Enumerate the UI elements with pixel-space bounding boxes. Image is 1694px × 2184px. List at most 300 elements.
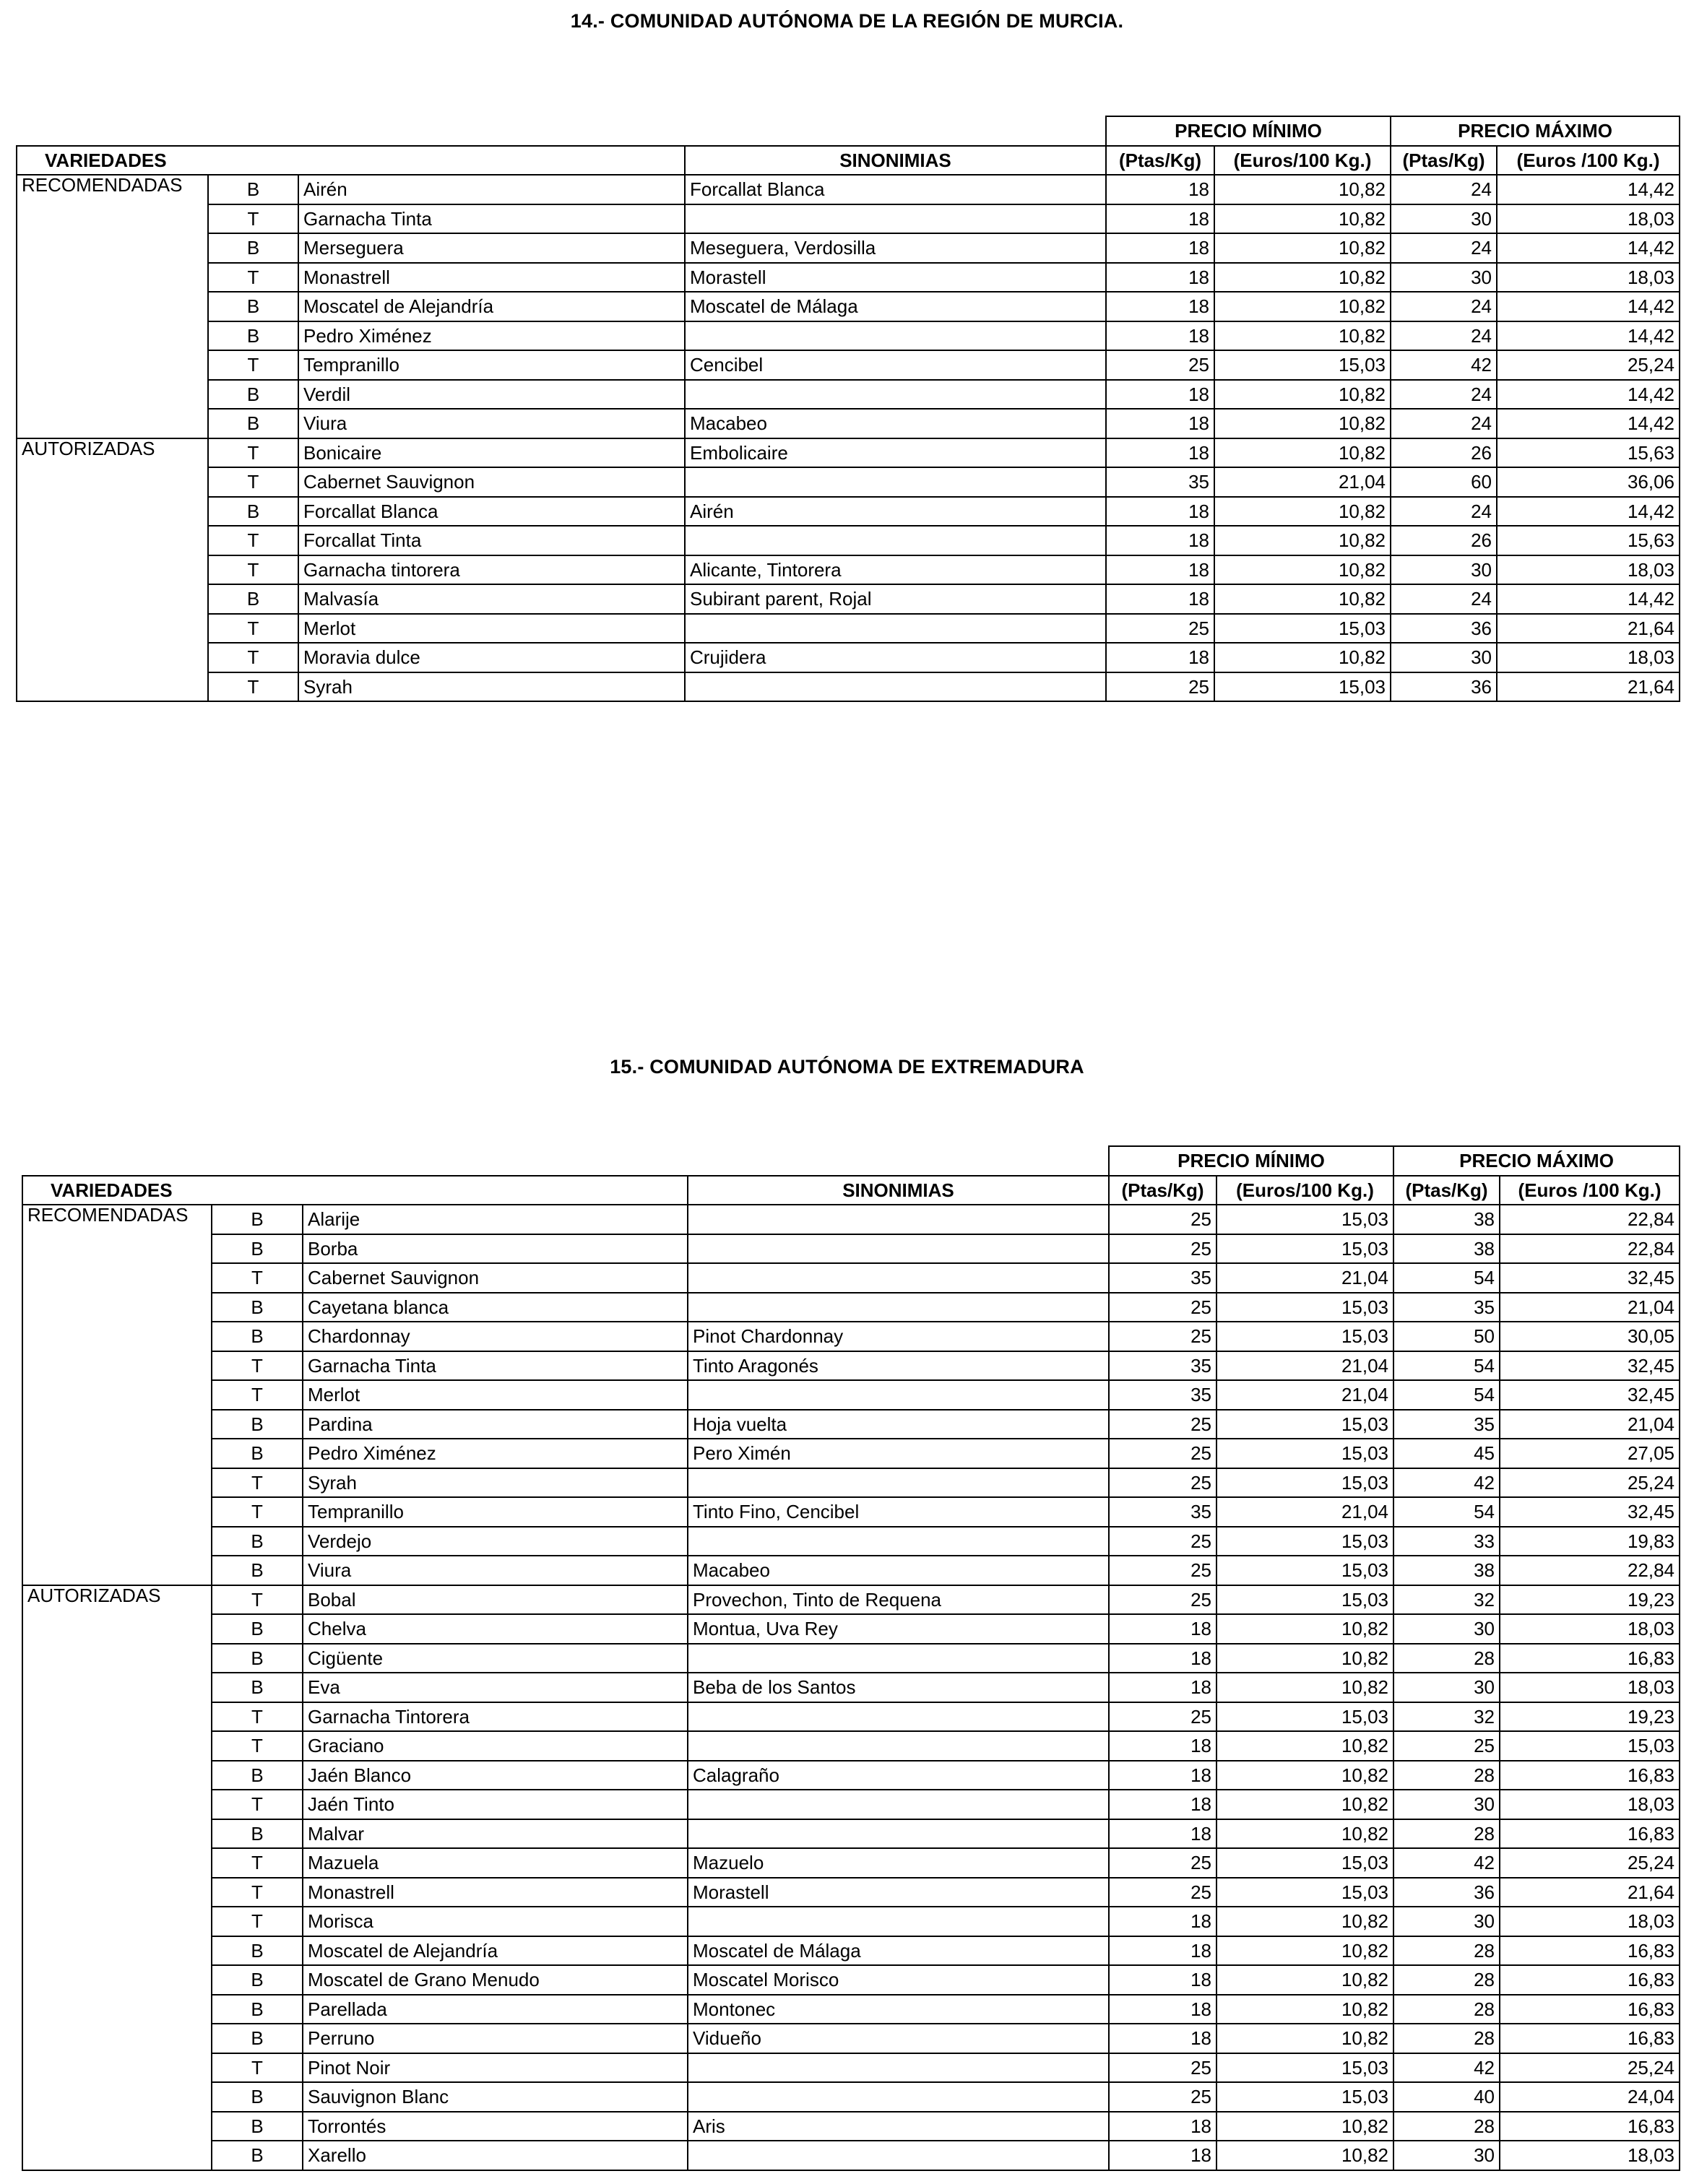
ptas-min-cell: 35 [1109, 1263, 1217, 1293]
table-row [22, 1263, 1680, 1293]
euros-min-cell: 10,82 [1214, 526, 1391, 555]
color-type-cell: T [212, 1263, 303, 1293]
color-type-cell: T [212, 1585, 303, 1615]
synonym-cell [688, 2053, 1109, 2083]
ptas-min-cell: 18 [1109, 1731, 1217, 1761]
euros-max-cell: 24,04 [1500, 2082, 1680, 2112]
euros-max-cell: 30,05 [1500, 1322, 1680, 1351]
variety-name-cell: Merlot [298, 614, 685, 644]
synonym-cell: Montonec [688, 1995, 1109, 2024]
color-type-cell: B [212, 2141, 303, 2170]
color-type-cell: B [208, 584, 298, 614]
euros-min-cell: 21,04 [1214, 467, 1391, 497]
color-type-cell: B [212, 1673, 303, 1702]
variety-name-cell: Malvar [303, 1819, 688, 1849]
color-type-cell: T [208, 350, 298, 380]
ptas-min-cell: 18 [1106, 233, 1214, 263]
euros-max-cell: 18,03 [1497, 263, 1680, 292]
variety-name-cell: Sauvignon Blanc [303, 2082, 688, 2112]
color-type-cell: T [212, 1497, 303, 1527]
ptas-max-cell: 54 [1393, 1351, 1500, 1381]
ptas-max-cell: 30 [1391, 263, 1497, 292]
table-row [22, 1702, 1680, 1732]
variety-name-cell: Jaén Blanco [303, 1761, 688, 1790]
euros-max-header: (Euros /100 Kg.) [1500, 1176, 1680, 1205]
color-type-cell: B [212, 1965, 303, 1995]
ptas-min-cell: 25 [1106, 614, 1214, 644]
table-row [22, 1322, 1680, 1351]
euros-max-header: (Euros /100 Kg.) [1497, 146, 1680, 176]
euros-max-cell: 21,64 [1497, 672, 1680, 702]
table-row [22, 1878, 1680, 1907]
variety-name-cell: Merlot [303, 1380, 688, 1410]
group-label: RECOMENDADAS [22, 1205, 212, 1585]
euros-min-cell: 10,82 [1214, 643, 1391, 672]
section-15-table [22, 1145, 1680, 2171]
color-type-cell: B [208, 233, 298, 263]
ptas-max-cell: 60 [1391, 467, 1497, 497]
table-row [22, 1585, 1680, 1615]
synonym-cell: Cencibel [685, 350, 1106, 380]
table-row [17, 584, 1680, 614]
ptas-min-cell: 18 [1109, 1936, 1217, 1966]
euros-max-cell: 16,83 [1500, 2024, 1680, 2053]
color-type-cell: T [212, 1731, 303, 1761]
table-row [17, 380, 1680, 410]
synonym-cell [688, 1819, 1109, 1849]
synonym-cell [688, 1702, 1109, 1732]
ptas-max-cell: 35 [1393, 1410, 1500, 1439]
euros-min-cell: 10,82 [1214, 263, 1391, 292]
ptas-max-cell: 30 [1393, 1907, 1500, 1936]
table-row [17, 321, 1680, 351]
precio-minimo-header: PRECIO MÍNIMO [1106, 116, 1391, 146]
color-type-cell: T [208, 204, 298, 234]
euros-max-cell: 14,42 [1497, 175, 1680, 204]
euros-min-cell: 15,03 [1217, 1293, 1393, 1322]
color-type-cell: T [212, 1351, 303, 1381]
euros-min-cell: 10,82 [1214, 292, 1391, 321]
ptas-min-cell: 25 [1106, 672, 1214, 702]
euros-max-cell: 18,03 [1500, 1790, 1680, 1819]
ptas-max-cell: 28 [1393, 1819, 1500, 1849]
euros-max-cell: 22,84 [1500, 1556, 1680, 1585]
variety-name-cell: Pinot Noir [303, 2053, 688, 2083]
ptas-max-cell: 30 [1393, 1614, 1500, 1644]
euros-min-cell: 10,82 [1217, 2112, 1393, 2141]
euros-max-cell: 18,03 [1500, 1673, 1680, 1702]
euros-max-cell: 19,23 [1500, 1585, 1680, 1615]
euros-max-cell: 16,83 [1500, 1995, 1680, 2024]
euros-max-cell: 16,83 [1500, 1936, 1680, 1966]
variedades-header: VARIEDADES [17, 146, 685, 176]
euros-min-cell: 10,82 [1217, 1995, 1393, 2024]
header-row-columns [22, 1176, 1680, 1205]
synonym-cell: Hoja vuelta [688, 1410, 1109, 1439]
variety-name-cell: Parellada [303, 1995, 688, 2024]
euros-max-cell: 36,06 [1497, 467, 1680, 497]
variety-name-cell: Pedro Ximénez [298, 321, 685, 351]
table-row [22, 1790, 1680, 1819]
euros-min-cell: 10,82 [1214, 555, 1391, 585]
synonym-cell [685, 672, 1106, 702]
variety-name-cell: Malvasía [298, 584, 685, 614]
ptas-max-cell: 38 [1393, 1205, 1500, 1234]
table-row [22, 1819, 1680, 1849]
synonym-cell: Macabeo [688, 1556, 1109, 1585]
ptas-max-cell: 24 [1391, 233, 1497, 263]
ptas-max-cell: 24 [1391, 497, 1497, 526]
ptas-min-cell: 35 [1109, 1497, 1217, 1527]
ptas-max-cell: 24 [1391, 321, 1497, 351]
euros-max-cell: 14,42 [1497, 380, 1680, 410]
precio-maximo-header: PRECIO MÁXIMO [1393, 1146, 1680, 1176]
table-row [17, 204, 1680, 234]
synonym-cell: Aris [688, 2112, 1109, 2141]
table-row [22, 1234, 1680, 1264]
synonym-cell: Provechon, Tinto de Requena [688, 1585, 1109, 1615]
euros-max-cell: 15,03 [1500, 1731, 1680, 1761]
euros-max-cell: 21,04 [1500, 1293, 1680, 1322]
euros-min-cell: 10,82 [1214, 409, 1391, 438]
euros-min-cell: 15,03 [1217, 1585, 1393, 1615]
ptas-max-cell: 28 [1393, 2112, 1500, 2141]
ptas-max-cell: 26 [1391, 526, 1497, 555]
ptas-max-cell: 30 [1391, 643, 1497, 672]
ptas-max-cell: 30 [1391, 555, 1497, 585]
table-row [22, 1995, 1680, 2024]
table-row [17, 292, 1680, 321]
synonym-cell: Mazuelo [688, 1848, 1109, 1878]
euros-min-cell: 10,82 [1214, 584, 1391, 614]
variety-name-cell: Graciano [303, 1731, 688, 1761]
color-type-cell: T [208, 643, 298, 672]
color-type-cell: B [212, 1293, 303, 1322]
ptas-max-cell: 42 [1393, 1468, 1500, 1498]
table-row [22, 1351, 1680, 1381]
euros-max-cell: 15,63 [1497, 438, 1680, 468]
ptas-max-cell: 54 [1393, 1263, 1500, 1293]
table-row [22, 1965, 1680, 1995]
ptas-max-cell: 28 [1393, 1965, 1500, 1995]
ptas-max-cell: 45 [1393, 1439, 1500, 1468]
variety-name-cell: Tempranillo [298, 350, 685, 380]
ptas-min-cell: 18 [1106, 438, 1214, 468]
euros-min-cell: 15,03 [1217, 2053, 1393, 2083]
table-row [22, 1439, 1680, 1468]
euros-max-cell: 32,45 [1500, 1497, 1680, 1527]
ptas-max-cell: 30 [1393, 1790, 1500, 1819]
color-type-cell: B [212, 1322, 303, 1351]
synonym-cell [688, 1380, 1109, 1410]
synonym-cell: Alicante, Tintorera [685, 555, 1106, 585]
euros-min-cell: 15,03 [1217, 1556, 1393, 1585]
color-type-cell: B [212, 1439, 303, 1468]
ptas-min-cell: 18 [1106, 380, 1214, 410]
synonym-cell [688, 1907, 1109, 1936]
table-row [22, 1673, 1680, 1702]
synonym-cell: Moscatel Morisco [688, 1965, 1109, 1995]
ptas-max-cell: 28 [1393, 1644, 1500, 1673]
variety-name-cell: Verdil [298, 380, 685, 410]
euros-max-cell: 25,24 [1500, 2053, 1680, 2083]
euros-max-cell: 25,24 [1500, 1468, 1680, 1498]
variety-name-cell: Garnacha Tinta [298, 204, 685, 234]
table-row [22, 1907, 1680, 1936]
table-row [22, 2053, 1680, 2083]
color-type-cell: T [212, 1468, 303, 1498]
group-label: AUTORIZADAS [22, 1585, 212, 2170]
euros-min-cell: 21,04 [1217, 1263, 1393, 1293]
color-type-cell: B [212, 1205, 303, 1234]
color-type-cell: T [212, 1702, 303, 1732]
synonym-cell [688, 1731, 1109, 1761]
synonym-cell: Montua, Uva Rey [688, 1614, 1109, 1644]
ptas-min-cell: 18 [1106, 497, 1214, 526]
variety-name-cell: Moscatel de Alejandría [303, 1936, 688, 1966]
ptas-min-cell: 25 [1109, 1878, 1217, 1907]
synonym-cell: Macabeo [685, 409, 1106, 438]
color-type-cell: T [212, 2053, 303, 2083]
ptas-max-cell: 28 [1393, 1995, 1500, 2024]
synonym-cell: Meseguera, Verdosilla [685, 233, 1106, 263]
table-row [22, 1527, 1680, 1556]
synonym-cell [688, 1527, 1109, 1556]
table-row [22, 1410, 1680, 1439]
synonym-cell: Moscatel de Málaga [688, 1936, 1109, 1966]
synonym-cell: Embolicaire [685, 438, 1106, 468]
table-row [22, 1761, 1680, 1790]
group-label: RECOMENDADAS [17, 175, 208, 438]
euros-max-cell: 21,64 [1500, 1878, 1680, 1907]
euros-min-cell: 15,03 [1217, 1702, 1393, 1732]
ptas-min-cell: 18 [1109, 1995, 1217, 2024]
table-row [22, 1497, 1680, 1527]
ptas-max-header: (Ptas/Kg) [1393, 1176, 1500, 1205]
table-row [17, 467, 1680, 497]
ptas-min-cell: 18 [1106, 292, 1214, 321]
synonym-cell: Tinto Fino, Cencibel [688, 1497, 1109, 1527]
euros-min-cell: 10,82 [1214, 321, 1391, 351]
euros-min-cell: 15,03 [1217, 1439, 1393, 1468]
section-14-body [17, 175, 1680, 701]
ptas-min-header: (Ptas/Kg) [1106, 146, 1214, 176]
color-type-cell: T [208, 672, 298, 702]
ptas-max-cell: 30 [1393, 2141, 1500, 2170]
color-type-cell: T [208, 614, 298, 644]
euros-max-cell: 32,45 [1500, 1351, 1680, 1381]
ptas-max-cell: 24 [1391, 380, 1497, 410]
euros-min-cell: 21,04 [1217, 1380, 1393, 1410]
color-type-cell: B [208, 380, 298, 410]
variety-name-cell: Perruno [303, 2024, 688, 2053]
ptas-min-cell: 18 [1109, 1614, 1217, 1644]
ptas-max-cell: 24 [1391, 292, 1497, 321]
synonym-cell [688, 1644, 1109, 1673]
variety-name-cell: Forcallat Blanca [298, 497, 685, 526]
synonym-cell: Forcallat Blanca [685, 175, 1106, 204]
table-row [22, 1556, 1680, 1585]
color-type-cell: B [212, 1819, 303, 1849]
euros-min-cell: 10,82 [1217, 1614, 1393, 1644]
variety-name-cell: Garnacha Tintorera [303, 1702, 688, 1732]
variety-name-cell: Cabernet Sauvignon [298, 467, 685, 497]
euros-max-cell: 18,03 [1497, 204, 1680, 234]
color-type-cell: B [212, 2112, 303, 2141]
synonym-cell [688, 1468, 1109, 1498]
euros-max-cell: 16,83 [1500, 1761, 1680, 1790]
euros-min-cell: 10,82 [1217, 2141, 1393, 2170]
variety-name-cell: Syrah [298, 672, 685, 702]
synonym-cell [688, 1293, 1109, 1322]
variety-name-cell: Forcallat Tinta [298, 526, 685, 555]
euros-max-cell: 18,03 [1500, 1614, 1680, 1644]
variety-name-cell: Alarije [303, 1205, 688, 1234]
synonym-cell: Crujidera [685, 643, 1106, 672]
euros-max-cell: 16,83 [1500, 2112, 1680, 2141]
ptas-max-cell: 42 [1393, 1848, 1500, 1878]
ptas-min-cell: 25 [1109, 1205, 1217, 1234]
ptas-min-cell: 18 [1106, 409, 1214, 438]
color-type-cell: B [212, 1410, 303, 1439]
ptas-max-cell: 36 [1393, 1878, 1500, 1907]
table-row [22, 2082, 1680, 2112]
synonym-cell [688, 1205, 1109, 1234]
ptas-min-cell: 25 [1109, 1848, 1217, 1878]
table-row [22, 1936, 1680, 1966]
ptas-min-cell: 25 [1109, 1556, 1217, 1585]
variety-name-cell: Viura [303, 1556, 688, 1585]
euros-min-cell: 10,82 [1217, 1936, 1393, 1966]
table-row [17, 438, 1680, 468]
variety-name-cell: Bobal [303, 1585, 688, 1615]
euros-min-cell: 10,82 [1214, 204, 1391, 234]
variety-name-cell: Verdejo [303, 1527, 688, 1556]
ptas-min-cell: 18 [1109, 1907, 1217, 1936]
euros-max-cell: 18,03 [1497, 643, 1680, 672]
color-type-cell: B [212, 1995, 303, 2024]
synonym-cell: Calagraño [688, 1761, 1109, 1790]
variety-name-cell: Chardonnay [303, 1322, 688, 1351]
variety-name-cell: Garnacha tintorera [298, 555, 685, 585]
color-type-cell: B [208, 321, 298, 351]
ptas-min-cell: 25 [1109, 1439, 1217, 1468]
euros-max-cell: 19,83 [1500, 1527, 1680, 1556]
euros-min-cell: 21,04 [1217, 1351, 1393, 1381]
table-row [17, 350, 1680, 380]
euros-min-cell: 15,03 [1217, 1322, 1393, 1351]
euros-min-cell: 10,82 [1217, 2024, 1393, 2053]
euros-min-cell: 15,03 [1217, 1848, 1393, 1878]
euros-min-cell: 15,03 [1214, 672, 1391, 702]
section-15-body [22, 1205, 1680, 2170]
ptas-max-cell: 30 [1391, 204, 1497, 234]
euros-max-cell: 16,83 [1500, 1965, 1680, 1995]
table-row [22, 1468, 1680, 1498]
color-type-cell: B [212, 1556, 303, 1585]
ptas-min-cell: 35 [1106, 467, 1214, 497]
synonym-cell [685, 467, 1106, 497]
ptas-max-cell: 36 [1391, 614, 1497, 644]
euros-min-cell: 10,82 [1217, 1907, 1393, 1936]
ptas-min-cell: 18 [1106, 584, 1214, 614]
color-type-cell: T [212, 1848, 303, 1878]
ptas-max-cell: 25 [1393, 1731, 1500, 1761]
euros-max-cell: 14,42 [1497, 497, 1680, 526]
variety-name-cell: Monastrell [303, 1878, 688, 1907]
ptas-min-cell: 35 [1109, 1380, 1217, 1410]
variety-name-cell: Morisca [303, 1907, 688, 1936]
ptas-min-cell: 18 [1106, 263, 1214, 292]
ptas-max-cell: 28 [1393, 2024, 1500, 2053]
euros-min-cell: 15,03 [1214, 350, 1391, 380]
ptas-max-cell: 24 [1391, 175, 1497, 204]
ptas-min-cell: 25 [1109, 1585, 1217, 1615]
precio-minimo-header: PRECIO MÍNIMO [1109, 1146, 1393, 1176]
table-row [17, 526, 1680, 555]
euros-max-cell: 14,42 [1497, 233, 1680, 263]
euros-max-cell: 21,64 [1497, 614, 1680, 644]
ptas-max-cell: 50 [1393, 1322, 1500, 1351]
table-row [22, 2024, 1680, 2053]
euros-min-cell: 15,03 [1217, 1527, 1393, 1556]
euros-min-cell: 10,82 [1217, 1731, 1393, 1761]
synonym-cell: Morastell [688, 1878, 1109, 1907]
euros-max-cell: 18,03 [1500, 2141, 1680, 2170]
synonym-cell: Subirant parent, Rojal [685, 584, 1106, 614]
synonym-cell [688, 1263, 1109, 1293]
color-type-cell: T [208, 555, 298, 585]
variety-name-cell: Eva [303, 1673, 688, 1702]
table-row [22, 1205, 1680, 1234]
ptas-min-cell: 18 [1109, 1761, 1217, 1790]
euros-min-cell: 10,82 [1217, 1673, 1393, 1702]
euros-min-cell: 10,82 [1214, 175, 1391, 204]
variety-name-cell: Monastrell [298, 263, 685, 292]
ptas-min-cell: 18 [1106, 204, 1214, 234]
euros-max-cell: 32,45 [1500, 1380, 1680, 1410]
variety-name-cell: Chelva [303, 1614, 688, 1644]
synonym-cell [685, 380, 1106, 410]
variety-name-cell: Cigüente [303, 1644, 688, 1673]
euros-min-header: (Euros/100 Kg.) [1217, 1176, 1393, 1205]
synonym-cell: Airén [685, 497, 1106, 526]
table-row [17, 672, 1680, 702]
ptas-min-cell: 25 [1109, 1702, 1217, 1732]
color-type-cell: B [208, 497, 298, 526]
euros-max-cell: 25,24 [1500, 1848, 1680, 1878]
euros-min-cell: 10,82 [1217, 1965, 1393, 1995]
variety-name-cell: Xarello [303, 2141, 688, 2170]
variety-name-cell: Bonicaire [298, 438, 685, 468]
euros-min-cell: 10,82 [1217, 1790, 1393, 1819]
euros-min-header: (Euros/100 Kg.) [1214, 146, 1391, 176]
euros-min-cell: 15,03 [1214, 614, 1391, 644]
color-type-cell: B [212, 1644, 303, 1673]
ptas-max-header: (Ptas/Kg) [1391, 146, 1497, 176]
euros-max-cell: 15,63 [1497, 526, 1680, 555]
ptas-min-cell: 18 [1109, 1673, 1217, 1702]
variety-name-cell: Cayetana blanca [303, 1293, 688, 1322]
euros-min-cell: 15,03 [1217, 1410, 1393, 1439]
table-row [17, 175, 1680, 204]
euros-max-cell: 18,03 [1500, 1907, 1680, 1936]
ptas-max-cell: 40 [1393, 2082, 1500, 2112]
precio-maximo-header: PRECIO MÁXIMO [1391, 116, 1680, 146]
ptas-min-header: (Ptas/Kg) [1109, 1176, 1217, 1205]
ptas-min-cell: 25 [1109, 1410, 1217, 1439]
euros-min-cell: 15,03 [1217, 2082, 1393, 2112]
